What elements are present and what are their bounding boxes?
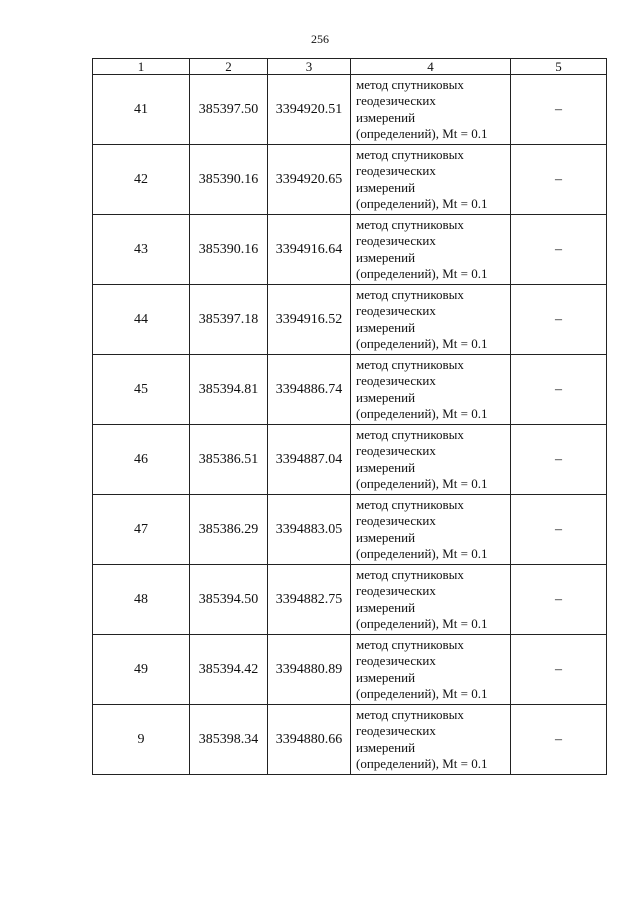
method-line: геодезических: [356, 233, 436, 248]
method-description: [351, 215, 511, 285]
table-row: [93, 705, 607, 775]
method-line: геодезических: [356, 163, 436, 178]
method-line: метод спутниковых: [356, 76, 464, 92]
method-line: метод спутниковых: [356, 496, 464, 512]
coordinate-x: 385386.29: [190, 495, 268, 565]
table-row: [93, 425, 607, 495]
note-cell: –: [511, 215, 607, 285]
page-number: 256: [311, 32, 329, 46]
method-description: [351, 355, 511, 425]
method-line: (определений), Mt = 0.1: [356, 266, 488, 281]
method-line: измерений: [356, 669, 416, 685]
coordinate-y: 3394887.04: [268, 425, 351, 495]
table-row: [93, 495, 607, 565]
method-line: измерений: [356, 179, 416, 195]
method-line: метод спутниковых: [356, 146, 464, 162]
method-description: [351, 75, 511, 145]
method-description: [351, 565, 511, 635]
method-line: (определений), Mt = 0.1: [356, 616, 488, 631]
method-description: [351, 285, 511, 355]
table-row: [93, 215, 607, 285]
coordinate-y: 3394920.51: [268, 75, 351, 145]
method-line: измерений: [356, 389, 416, 405]
method-line: (определений), Mt = 0.1: [356, 476, 488, 491]
method-line: измерений: [356, 109, 416, 125]
point-number: 41: [93, 75, 190, 145]
method-description: [351, 635, 511, 705]
method-description: [351, 705, 511, 775]
method-line: метод спутниковых: [356, 636, 464, 652]
note-cell: –: [511, 425, 607, 495]
method-line: геодезических: [356, 513, 436, 528]
note-cell: –: [511, 355, 607, 425]
point-number: 48: [93, 565, 190, 635]
method-line: (определений), Mt = 0.1: [356, 406, 488, 421]
coordinate-y: 3394920.65: [268, 145, 351, 215]
column-header: 4: [351, 59, 511, 75]
coordinate-x: 385394.81: [190, 355, 268, 425]
coordinate-x: 385390.16: [190, 145, 268, 215]
point-number: 46: [93, 425, 190, 495]
method-line: измерений: [356, 319, 416, 335]
coordinate-x: 385390.16: [190, 215, 268, 285]
method-line: геодезических: [356, 723, 436, 738]
column-header: 3: [268, 59, 351, 75]
method-line: измерений: [356, 529, 416, 545]
method-line: измерений: [356, 249, 416, 265]
note-cell: –: [511, 145, 607, 215]
method-line: геодезических: [356, 653, 436, 668]
method-description: [351, 495, 511, 565]
method-line: метод спутниковых: [356, 566, 464, 582]
coordinate-x: 385397.18: [190, 285, 268, 355]
method-line: метод спутниковых: [356, 706, 464, 722]
method-line: метод спутниковых: [356, 286, 464, 302]
column-header: 1: [93, 59, 190, 75]
coordinate-x: 385397.50: [190, 75, 268, 145]
method-line: (определений), Mt = 0.1: [356, 196, 488, 211]
point-number: 43: [93, 215, 190, 285]
note-cell: –: [511, 285, 607, 355]
method-line: метод спутниковых: [356, 216, 464, 232]
method-line: (определений), Mt = 0.1: [356, 336, 488, 351]
method-line: измерений: [356, 459, 416, 475]
method-line: геодезических: [356, 583, 436, 598]
table-row: [93, 355, 607, 425]
column-header: 5: [511, 59, 607, 75]
coordinate-x: 385394.50: [190, 565, 268, 635]
table-row: [93, 635, 607, 705]
point-number: 9: [93, 705, 190, 775]
note-cell: –: [511, 635, 607, 705]
method-line: (определений), Mt = 0.1: [356, 686, 488, 701]
note-cell: –: [511, 495, 607, 565]
method-line: метод спутниковых: [356, 356, 464, 372]
table-row: [93, 75, 607, 145]
method-description: [351, 145, 511, 215]
note-cell: –: [511, 705, 607, 775]
coordinate-y: 3394916.52: [268, 285, 351, 355]
column-header: 2: [190, 59, 268, 75]
coordinate-y: 3394882.75: [268, 565, 351, 635]
table-row: [93, 145, 607, 215]
method-line: геодезических: [356, 373, 436, 388]
point-number: 44: [93, 285, 190, 355]
coordinate-x: 385398.34: [190, 705, 268, 775]
method-line: геодезических: [356, 303, 436, 318]
coordinate-y: 3394880.66: [268, 705, 351, 775]
table-header-row: [93, 59, 607, 75]
coordinates-table: [92, 58, 607, 775]
coordinate-y: 3394880.89: [268, 635, 351, 705]
point-number: 47: [93, 495, 190, 565]
method-line: геодезических: [356, 93, 436, 108]
coordinate-x: 385394.42: [190, 635, 268, 705]
method-line: измерений: [356, 599, 416, 615]
coordinate-y: 3394886.74: [268, 355, 351, 425]
method-line: геодезических: [356, 443, 436, 458]
method-description: [351, 425, 511, 495]
table-row: [93, 565, 607, 635]
method-line: измерений: [356, 739, 416, 755]
point-number: 42: [93, 145, 190, 215]
method-line: (определений), Mt = 0.1: [356, 126, 488, 141]
point-number: 45: [93, 355, 190, 425]
point-number: 49: [93, 635, 190, 705]
note-cell: –: [511, 75, 607, 145]
method-line: метод спутниковых: [356, 426, 464, 442]
coordinate-y: 3394916.64: [268, 215, 351, 285]
table-row: [93, 285, 607, 355]
method-line: (определений), Mt = 0.1: [356, 756, 488, 771]
method-line: (определений), Mt = 0.1: [356, 546, 488, 561]
coordinate-y: 3394883.05: [268, 495, 351, 565]
coordinate-x: 385386.51: [190, 425, 268, 495]
note-cell: –: [511, 565, 607, 635]
